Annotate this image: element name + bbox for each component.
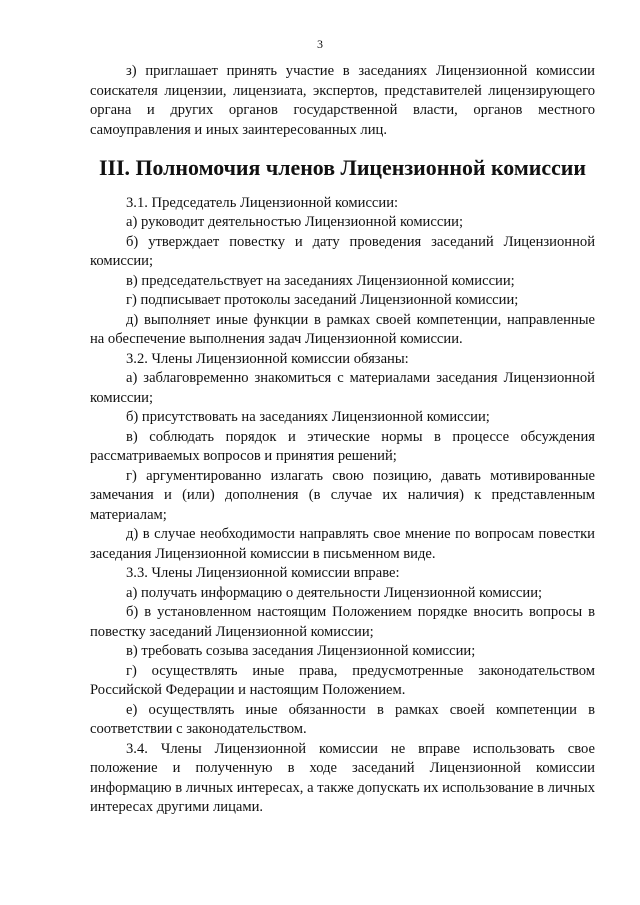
clause-3-2-d: д) в случае необходимости направлять свое мнение по вопросам повестки заседания Лицензионной комиссии в письменном виде. <box>90 526 595 562</box>
section-heading: III. Полномочия членов Лицензионной комиссии <box>98 155 587 180</box>
clause-3-3-v: в) требовать созыва заседания Лицензионной комиссии; <box>126 643 476 659</box>
clause-3-1-b: б) утверждает повестку и дату проведения заседаний Лицензионной комиссии; <box>90 233 595 269</box>
clause-3-3-b: б) в установленном настоящим Положением порядке вносить вопросы в повестку заседаний Лицензионной комиссии; <box>90 604 595 640</box>
clause-3-3-g: г) осуществлять иные права, предусмотренные законодательством Российской Федерации и настоящим Положением. <box>90 662 595 698</box>
clause-3-1-g: г) подписывает протоколы заседаний Лицензионной комиссии; <box>126 292 519 308</box>
clause-z: з) приглашает принять участие в заседаниях Лицензионной комиссии соискателя лицензии, лицензиата, экспертов, представителей лицензирующего органа и других органов государственной власти, органов местного самоуправления и иных заинтересованных лиц. <box>90 63 595 138</box>
page-body <box>90 62 595 818</box>
clause-3-3-e: е) осуществлять иные обязанности в рамках своей компетенции в соответствии с законодательством. <box>90 701 595 737</box>
clause-3-2-b: б) присутствовать на заседаниях Лицензионной комиссии; <box>126 409 490 425</box>
clause-3-3 <box>90 564 595 740</box>
clause-3-1 <box>90 194 595 350</box>
clause-3-1-d: д) выполняет иные функции в рамках своей компетенции, направленные на обеспечение выполнения задач Лицензионной комиссии. <box>90 311 595 347</box>
clause-3-2-lead: 3.2. Члены Лицензионной комиссии обязаны: <box>126 350 409 367</box>
clause-3-3-lead: 3.3. Члены Лицензионной комиссии вправе: <box>126 565 400 581</box>
clause-3-1-lead: 3.1. Председатель Лицензионной комиссии: <box>126 194 399 211</box>
clause-3-4: 3.4. Члены Лицензионной комиссии не вправе использовать свое положение и полученную в ходе заседаний Лицензионной комиссии информацию в личных интересах, а также допускать их использование в личных интересах другими лицами. <box>90 740 596 815</box>
clause-3-2 <box>90 350 595 565</box>
clause-3-2-g: г) аргументированно излагать свою позицию, давать мотивированные замечания и (или) дополнения (в случае их наличия) к представленным материалам; <box>90 467 595 523</box>
page-number: 3 <box>317 37 323 51</box>
clause-3-1-v: в) председательствует на заседаниях Лицензионной комиссии; <box>126 272 515 289</box>
clause-3-3-a: а) получать информацию о деятельности Лицензионной комиссии; <box>126 584 543 601</box>
clause-3-2-a: а) заблаговременно знакомиться с материалами заседания Лицензионной комиссии; <box>90 370 595 406</box>
clause-3-1-a: а) руководит деятельностью Лицензионной комиссии; <box>126 214 463 230</box>
clause-3-2-v: в) соблюдать порядок и этические нормы в процессе обсуждения рассматриваемых вопросов и принятия решений; <box>90 428 595 464</box>
